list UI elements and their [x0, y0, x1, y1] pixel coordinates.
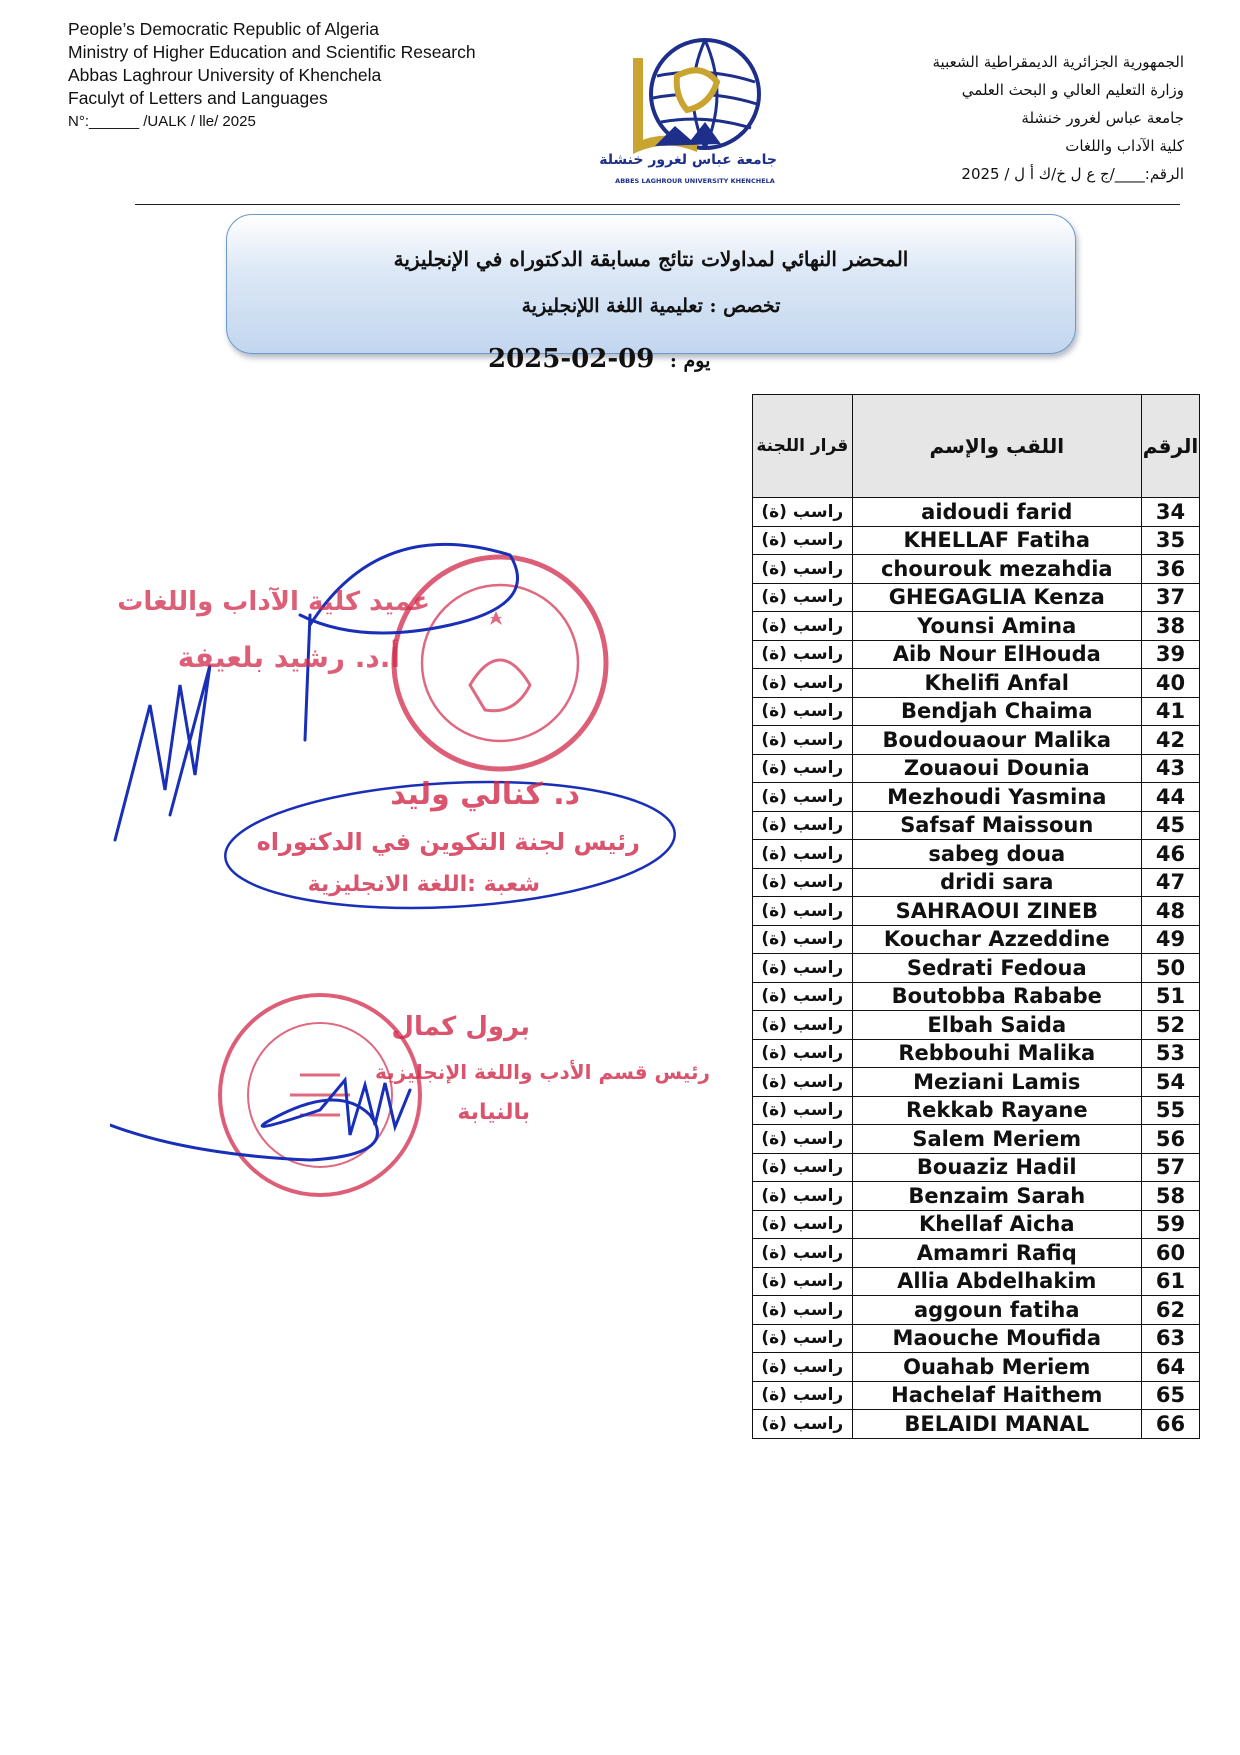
table-row: [753, 1096, 1200, 1125]
decision-cell: راسب (ة): [753, 1296, 853, 1325]
number-cell: 40: [1142, 669, 1200, 698]
stamps-signatures: [110, 515, 750, 1315]
date-value: 2025-02-09: [488, 344, 655, 374]
name-cell: GHEGAGLIA Kenza: [852, 583, 1141, 612]
name-cell: Salem Meriem: [852, 1125, 1141, 1154]
table-row: [753, 1296, 1200, 1325]
number-cell: 65: [1142, 1381, 1200, 1410]
decision-cell: راسب (ة): [753, 726, 853, 755]
decision-cell: راسب (ة): [753, 1381, 853, 1410]
table-row: [753, 583, 1200, 612]
number-cell: 49: [1142, 925, 1200, 954]
table-row: [753, 1011, 1200, 1040]
dept-stamp-note: بالنيابة: [457, 1100, 530, 1125]
decision-cell: راسب (ة): [753, 1239, 853, 1268]
table-body: [753, 498, 1200, 1439]
name-cell: dridi sara: [852, 868, 1141, 897]
number-cell: 55: [1142, 1096, 1200, 1125]
name-cell: sabeg doua: [852, 840, 1141, 869]
table-header-row: [753, 395, 1200, 498]
table-row: [753, 726, 1200, 755]
name-cell: KHELLAF Fatiha: [852, 526, 1141, 555]
dean-stamp-title: عميد كلية الآداب واللغات: [117, 587, 430, 617]
logo-arabic-name: جامعة عباس لغرور خنشلة: [599, 152, 777, 168]
name-cell: Bouaziz Hadil: [852, 1153, 1141, 1182]
table-row: [753, 526, 1200, 555]
decision-cell: راسب (ة): [753, 811, 853, 840]
table-row: [753, 669, 1200, 698]
header-decision: قرار اللجنة: [753, 395, 853, 498]
university-logo: [599, 36, 785, 196]
header-en-faculty: Faculyt of Letters and Languages: [68, 88, 328, 108]
header-name: اللقب والإسم: [852, 395, 1141, 498]
decision-cell: راسب (ة): [753, 1039, 853, 1068]
date-label: يوم :: [669, 350, 711, 372]
number-cell: 45: [1142, 811, 1200, 840]
decision-cell: راسب (ة): [753, 1125, 853, 1154]
decision-cell: راسب (ة): [753, 583, 853, 612]
table-row: [753, 1182, 1200, 1211]
decision-cell: راسب (ة): [753, 868, 853, 897]
dept-stamp-name: برول كمال: [391, 1012, 530, 1042]
decision-cell: راسب (ة): [753, 612, 853, 641]
university-logo-icon: [599, 36, 785, 196]
name-cell: Khelifi Anfal: [852, 669, 1141, 698]
document-title: المحضر النهائي لمداولات نتائج مسابقة الدكتوراه في الإنجليزية: [393, 247, 909, 271]
decision-cell: راسب (ة): [753, 1182, 853, 1211]
table-row: [753, 868, 1200, 897]
date-line: [488, 344, 710, 374]
name-cell: Mezhoudi Yasmina: [852, 783, 1141, 812]
name-cell: Safsaf Maissoun: [852, 811, 1141, 840]
decision-cell: راسب (ة): [753, 954, 853, 983]
name-cell: aggoun fatiha: [852, 1296, 1141, 1325]
number-cell: 35: [1142, 526, 1200, 555]
name-cell: BELAIDI MANAL: [852, 1410, 1141, 1439]
number-cell: 57: [1142, 1153, 1200, 1182]
name-cell: Bendjah Chaima: [852, 697, 1141, 726]
number-cell: 64: [1142, 1353, 1200, 1382]
name-cell: Younsi Amina: [852, 612, 1141, 641]
decision-cell: راسب (ة): [753, 498, 853, 527]
header-number: الرقم: [1142, 395, 1200, 498]
committee-stamp-title: رئيس لجنة التكوين في الدكتوراه: [256, 828, 640, 856]
title-box: [226, 214, 1076, 354]
name-cell: Rebbouhi Malika: [852, 1039, 1141, 1068]
decision-cell: راسب (ة): [753, 925, 853, 954]
header-en-reference: N°:______ /UALK / lle/ 2025: [68, 113, 256, 130]
header-ar-ministry: وزارة التعليم العالي و البحث العلمي: [961, 81, 1184, 99]
document-specialty: تخصص : تعليمية اللغة اللإنجليزية: [521, 295, 781, 317]
header-ar-country: الجمهورية الجزائرية الديمقراطية الشعبية: [932, 53, 1184, 71]
table-row: [753, 1410, 1200, 1439]
table-row: [753, 954, 1200, 983]
number-cell: 41: [1142, 697, 1200, 726]
decision-cell: راسب (ة): [753, 1096, 853, 1125]
table-row: [753, 1324, 1200, 1353]
table-row: [753, 1353, 1200, 1382]
number-cell: 50: [1142, 954, 1200, 983]
table-row: [753, 1068, 1200, 1097]
table-row: [753, 1267, 1200, 1296]
header-divider: [135, 204, 1180, 205]
decision-cell: راسب (ة): [753, 840, 853, 869]
name-cell: Kouchar Azzeddine: [852, 925, 1141, 954]
header-ar-faculty: كلية الآداب واللغات: [1065, 137, 1184, 155]
name-cell: Boutobba Rababe: [852, 982, 1141, 1011]
number-cell: 43: [1142, 754, 1200, 783]
number-cell: 39: [1142, 640, 1200, 669]
number-cell: 46: [1142, 840, 1200, 869]
table-row: [753, 555, 1200, 584]
decision-cell: راسب (ة): [753, 754, 853, 783]
header-ar-reference: الرقم:____/ج ع ل خ/ك أ ل / 2025: [961, 165, 1184, 183]
decision-cell: راسب (ة): [753, 1410, 853, 1439]
name-cell: Amamri Rafiq: [852, 1239, 1141, 1268]
decision-cell: راسب (ة): [753, 526, 853, 555]
number-cell: 53: [1142, 1039, 1200, 1068]
number-cell: 58: [1142, 1182, 1200, 1211]
decision-cell: راسب (ة): [753, 1353, 853, 1382]
name-cell: SAHRAOUI ZINEB: [852, 897, 1141, 926]
decision-cell: راسب (ة): [753, 1324, 853, 1353]
decision-cell: راسب (ة): [753, 697, 853, 726]
name-cell: Ouahab Meriem: [852, 1353, 1141, 1382]
number-cell: 60: [1142, 1239, 1200, 1268]
number-cell: 47: [1142, 868, 1200, 897]
number-cell: 66: [1142, 1410, 1200, 1439]
table-row: [753, 840, 1200, 869]
name-cell: Elbah Saida: [852, 1011, 1141, 1040]
decision-cell: راسب (ة): [753, 1011, 853, 1040]
name-cell: Allia Abdelhakim: [852, 1267, 1141, 1296]
dean-stamp-name: أ.د. رشيد بلعيفة: [177, 641, 400, 674]
number-cell: 44: [1142, 783, 1200, 812]
number-cell: 51: [1142, 982, 1200, 1011]
number-cell: 54: [1142, 1068, 1200, 1097]
table-row: [753, 897, 1200, 926]
name-cell: Sedrati Fedoua: [852, 954, 1141, 983]
header-en-country: People’s Democratic Republic of Algeria: [68, 19, 379, 39]
table-row: [753, 811, 1200, 840]
name-cell: Khellaf Aicha: [852, 1210, 1141, 1239]
committee-stamp-branch: شعبة :اللغة الانجليزية: [307, 872, 540, 897]
dept-stamp-title: رئيس قسم الأدب واللغة الإنجليزية: [374, 1060, 710, 1084]
decision-cell: راسب (ة): [753, 1267, 853, 1296]
table-row: [753, 1125, 1200, 1154]
name-cell: Zouaoui Dounia: [852, 754, 1141, 783]
number-cell: 61: [1142, 1267, 1200, 1296]
name-cell: aidoudi farid: [852, 498, 1141, 527]
name-cell: Benzaim Sarah: [852, 1182, 1141, 1211]
name-cell: Boudouaour Malika: [852, 726, 1141, 755]
committee-stamp-name: د. كنالي وليد: [390, 777, 580, 812]
name-cell: Meziani Lamis: [852, 1068, 1141, 1097]
decision-cell: راسب (ة): [753, 555, 853, 584]
name-cell: Maouche Moufida: [852, 1324, 1141, 1353]
table-row: [753, 1239, 1200, 1268]
number-cell: 59: [1142, 1210, 1200, 1239]
name-cell: Hachelaf Haithem: [852, 1381, 1141, 1410]
header-en-ministry: Ministry of Higher Education and Scientific Research: [68, 42, 476, 62]
number-cell: 62: [1142, 1296, 1200, 1325]
table-row: [753, 498, 1200, 527]
decision-cell: راسب (ة): [753, 982, 853, 1011]
header-en-university: Abbas Laghrour University of Khenchela: [68, 65, 382, 85]
name-cell: Rekkab Rayane: [852, 1096, 1141, 1125]
number-cell: 36: [1142, 555, 1200, 584]
table-row: [753, 612, 1200, 641]
table-row: [753, 1039, 1200, 1068]
decision-cell: راسب (ة): [753, 669, 853, 698]
decision-cell: راسب (ة): [753, 1153, 853, 1182]
table-row: [753, 697, 1200, 726]
name-cell: Aib Nour ElHouda: [852, 640, 1141, 669]
table-row: [753, 1210, 1200, 1239]
table-row: [753, 754, 1200, 783]
decision-cell: راسب (ة): [753, 640, 853, 669]
number-cell: 63: [1142, 1324, 1200, 1353]
table-row: [753, 640, 1200, 669]
header-arabic: [933, 48, 1185, 188]
number-cell: 48: [1142, 897, 1200, 926]
header-english: [68, 18, 476, 133]
number-cell: 34: [1142, 498, 1200, 527]
table-row: [753, 1153, 1200, 1182]
number-cell: 56: [1142, 1125, 1200, 1154]
decision-cell: راسب (ة): [753, 783, 853, 812]
number-cell: 52: [1142, 1011, 1200, 1040]
table-row: [753, 783, 1200, 812]
decision-cell: راسب (ة): [753, 897, 853, 926]
number-cell: 38: [1142, 612, 1200, 641]
stamps-svg: [110, 515, 750, 1315]
table-row: [753, 982, 1200, 1011]
decision-cell: راسب (ة): [753, 1068, 853, 1097]
header-ar-university: جامعة عباس لغرور خنشلة: [1021, 109, 1184, 127]
table-row: [753, 925, 1200, 954]
logo-english-name: ABBES LAGHROUR UNIVERSITY KHENCHELA: [615, 177, 775, 185]
name-cell: chourouk mezahdia: [852, 555, 1141, 584]
number-cell: 37: [1142, 583, 1200, 612]
results-table: [752, 394, 1200, 1439]
number-cell: 42: [1142, 726, 1200, 755]
table-row: [753, 1381, 1200, 1410]
decision-cell: راسب (ة): [753, 1210, 853, 1239]
